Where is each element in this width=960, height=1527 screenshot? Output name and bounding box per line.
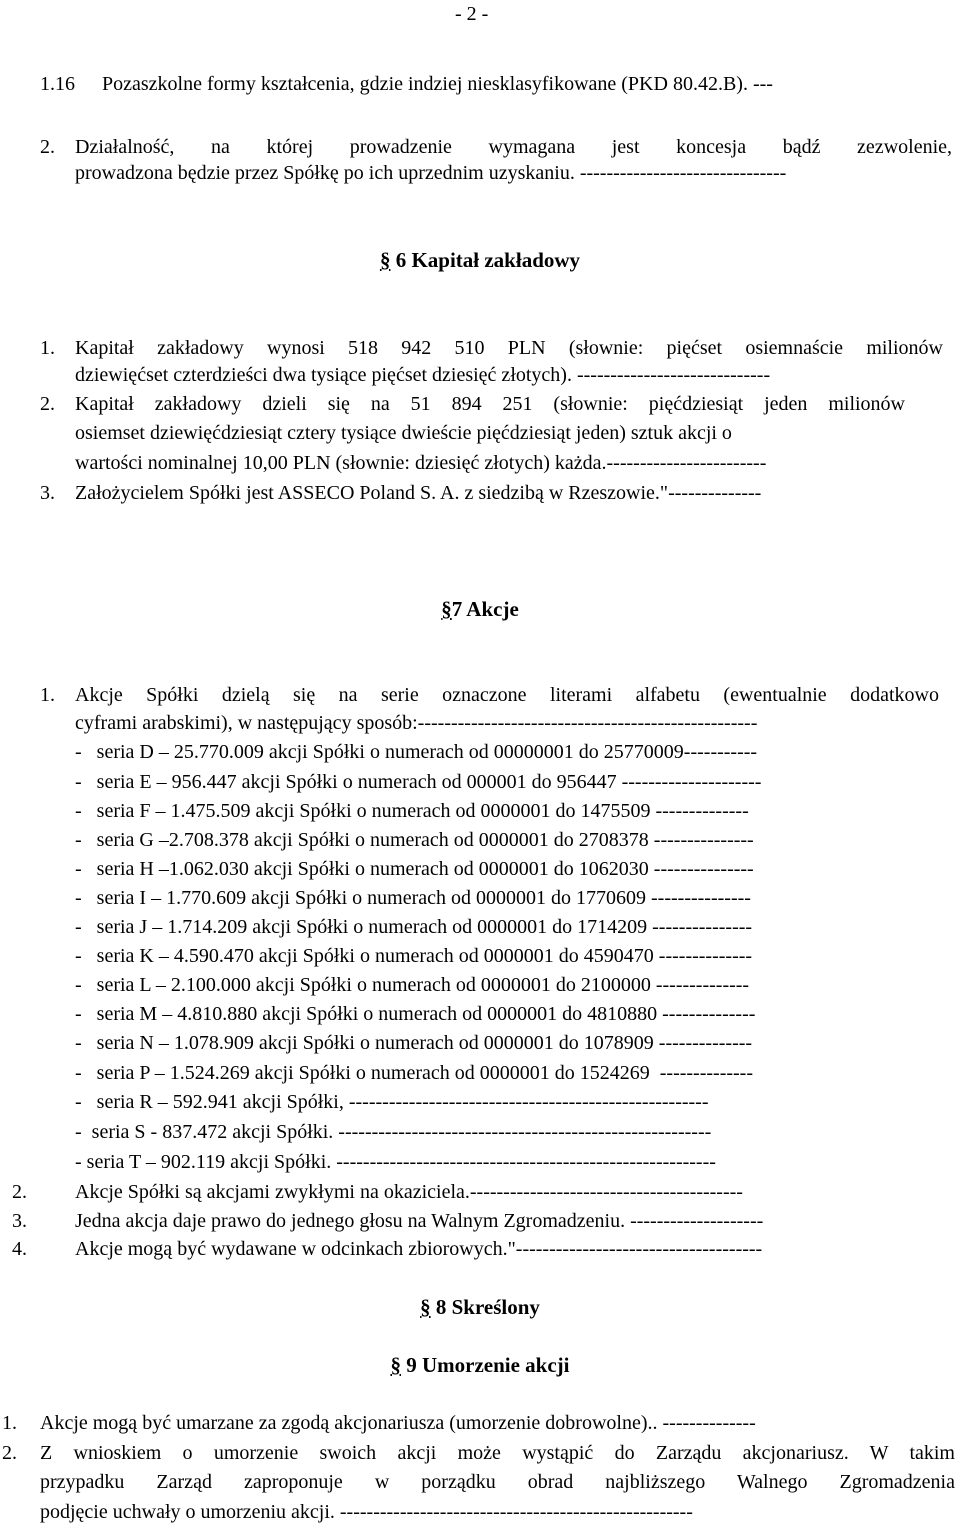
item-number: 2. (2, 1442, 17, 1464)
section-heading (0, 1295, 960, 1319)
item-number: 2. (12, 1181, 27, 1203)
item-text: Akcje Spółki są akcjami zwykłymi na okaziciela.----------------------------------------- (75, 1181, 743, 1203)
item-text: Akcje mogą być umarzane za zgodą akcjonariusza (umorzenie dobrowolne).. -------------- (40, 1412, 756, 1434)
item-number: 3. (12, 1210, 27, 1232)
item-text: prowadzona będzie przez Spółkę po ich uprzednim uzyskaniu. ------------------------------- (75, 162, 787, 184)
item-text: podjęcie uchwały o umorzeniu akcji. ----------------------------------------------------- (40, 1501, 693, 1523)
series-line: - seria R – 592.941 akcji Spółki, ------------------------------------------------------ (75, 1091, 709, 1113)
series-line: - seria F – 1.475.509 akcji Spółki o numerach od 0000001 do 1475509 -------------- (75, 800, 749, 822)
item-text: osiemset dziewięćdziesiąt cztery tysiące dwieście pięćdziesiąt jeden) sztuk akcji o (75, 422, 732, 444)
item-text: Akcje Spółki dzielą się na serie oznaczone literami alfabetu (ewentualnie dodatkowo (75, 684, 939, 706)
series-line: - seria J – 1.714.209 akcji Spółki o numerach od 0000001 do 1714209 --------------- (75, 916, 753, 938)
item-text: przypadku Zarząd zaproponuje w porządku obrad najbliższego Walnego Zgromadzenia (40, 1471, 955, 1493)
item-text: Z wnioskiem o umorzenie swoich akcji może wystąpić do Zarządu akcjonariusz. W takim (40, 1442, 955, 1464)
item-number: 4. (12, 1238, 27, 1260)
series-line: - seria G –2.708.378 akcji Spółki o numerach od 0000001 do 2708378 --------------- (75, 829, 754, 851)
item-number: 2. (40, 136, 55, 158)
series-line: - seria I – 1.770.609 akcji Spółki o numerach od 0000001 do 1770609 --------------- (75, 887, 751, 909)
series-line: - seria H –1.062.030 akcji Spółki o numerach od 0000001 do 1062030 --------------- (75, 858, 754, 880)
section-heading (0, 597, 960, 621)
item-text: Założycielem Spółki jest ASSECO Poland S. A. z siedzibą w Rzeszowie."-------------- (75, 482, 762, 504)
section-heading (0, 248, 960, 272)
series-line: - seria T – 902.119 akcji Spółki. --------------------------------------------------------- (75, 1151, 716, 1173)
series-line: - seria D – 25.770.009 akcji Spółki o numerach od 00000001 do 25770009----------- (75, 741, 758, 763)
item-number: 1.16 (40, 73, 75, 95)
section-symbol: § (441, 597, 452, 621)
series-line: - seria L – 2.100.000 akcji Spółki o numerach od 0000001 do 2100000 -------------- (75, 974, 750, 996)
item-text: Kapitał zakładowy wynosi 518 942 510 PLN (słownie: pięćset osiemnaście milionów (75, 337, 943, 359)
item-number: 2. (40, 393, 55, 415)
item-number: 1. (40, 684, 55, 706)
section-title: 6 Kapitał zakładowy (395, 248, 581, 272)
series-line: - seria M – 4.810.880 akcji Spółki o numerach od 0000001 do 4810880 -------------- (75, 1003, 756, 1025)
section-title: 8 Skreślony (435, 1295, 540, 1319)
section-symbol: § (420, 1295, 431, 1319)
item-text: Działalność, na której prowadzenie wymagana jest koncesja bądź zezwolenie, (75, 136, 952, 158)
section-title: 7 Akcje (451, 597, 519, 621)
series-line: - seria E – 956.447 akcji Spółki o numerach od 000001 do 956447 --------------------- (75, 771, 762, 793)
section-symbol: § (379, 248, 391, 272)
item-number: 3. (40, 482, 55, 504)
item-text: dziewięćset czterdzieści dwa tysiące pięćset dziesięć złotych). ----------------------------- (75, 364, 771, 386)
item-text: Pozaszkolne formy kształcenia, gdzie indziej niesklasyfikowane (PKD 80.42.B). --- (102, 73, 773, 95)
series-line: - seria P – 1.524.269 akcji Spółki o numerach od 0000001 do 1524269 -------------- (75, 1062, 753, 1084)
item-number: 1. (40, 337, 55, 359)
section-heading (0, 1353, 960, 1377)
page-number: - 2 - (455, 3, 489, 25)
item-text: Jedna akcja daje prawo do jednego głosu na Walnym Zgromadzeniu. -------------------- (75, 1210, 764, 1232)
section-symbol: § (390, 1353, 401, 1377)
item-text: Kapitał zakładowy dzieli się na 51 894 251 (słownie: pięćdziesiąt jeden milionów (75, 393, 905, 415)
series-line: - seria S - 837.472 akcji Spółki. -------------------------------------------------------- (75, 1121, 712, 1143)
item-text: cyframi arabskimi), w następujący sposób:--------------------------------------------------- (75, 712, 758, 734)
item-number: 1. (2, 1412, 17, 1434)
series-line: - seria K – 4.590.470 akcji Spółki o numerach od 0000001 do 4590470 -------------- (75, 945, 753, 967)
series-line: - seria N – 1.078.909 akcji Spółki o numerach od 0000001 do 1078909 -------------- (75, 1032, 753, 1054)
section-title: 9 Umorzenie akcji (406, 1353, 570, 1377)
item-text: wartości nominalnej 10,00 PLN (słownie: dziesięć złotych) każda.------------------------ (75, 452, 767, 474)
item-text: Akcje mogą być wydawane w odcinkach zbiorowych."------------------------------------- (75, 1238, 763, 1260)
